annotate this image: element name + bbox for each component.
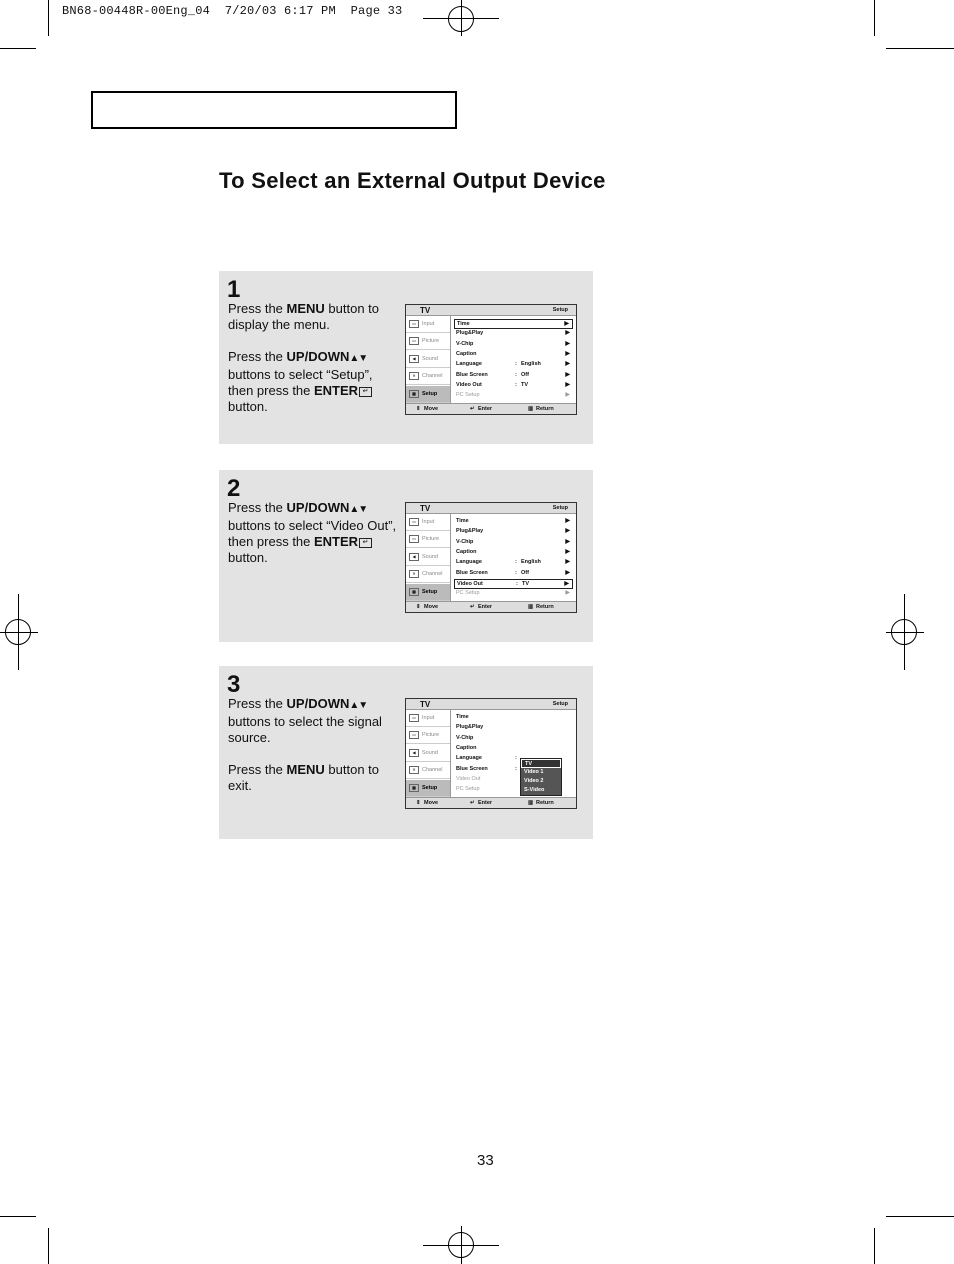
- menu-row-label: Blue Screen: [456, 765, 488, 772]
- menu-setup-label: Setup: [552, 505, 568, 511]
- instruction-paragraph: [228, 762, 400, 794]
- sidebar-item-label: Channel: [422, 373, 443, 380]
- crop-mark: [886, 1216, 954, 1217]
- channel-icon: ✕: [409, 372, 419, 380]
- menu-row: [454, 340, 573, 350]
- menu-footer: [406, 403, 576, 414]
- menu-sidebar: [406, 710, 451, 797]
- instruction-paragraph: [228, 301, 400, 333]
- instruction-text: buttons to select “Video Out”, then press the: [228, 518, 397, 549]
- tv-menu-screen: [405, 698, 577, 809]
- submenu-arrow-icon: ▶: [565, 538, 570, 545]
- menu-tv-label: TV: [420, 504, 431, 513]
- submenu-arrow-icon: ▶: [565, 392, 570, 399]
- picture-icon: ▭: [409, 731, 419, 739]
- menu-row: [454, 548, 573, 558]
- sidebar-item-channel: [406, 762, 450, 779]
- sidebar-item-channel: [406, 566, 450, 583]
- footer-return-label: Return: [536, 604, 554, 610]
- instruction-text: Press the: [228, 500, 287, 515]
- footer-return-label: Return: [536, 406, 554, 412]
- submenu-arrow-icon: ▶: [565, 340, 570, 347]
- channel-icon: ✕: [409, 766, 419, 774]
- page-number: 33: [477, 1152, 494, 1169]
- dropdown-option: Video 1: [524, 769, 544, 775]
- menu-row: [454, 527, 573, 537]
- menu-row-label: V-Chip: [456, 734, 474, 741]
- instruction-paragraph: [228, 500, 400, 566]
- submenu-arrow-icon: ▶: [565, 330, 570, 337]
- setup-icon: ▦: [409, 390, 419, 398]
- step-instructions: [228, 500, 400, 566]
- page-title: To Select an External Output Device: [219, 168, 606, 193]
- menu-row-colon: :: [515, 381, 517, 388]
- menu-row-colon: :: [515, 765, 517, 772]
- sidebar-item-setup: [406, 386, 450, 403]
- crop-mark: [0, 48, 36, 49]
- menu-tv-label: TV: [420, 306, 431, 315]
- submenu-arrow-icon: ▶: [565, 528, 570, 535]
- menu-row: [454, 558, 573, 568]
- submenu-arrow-icon: ▶: [565, 518, 570, 524]
- menu-row-label: Time: [457, 321, 470, 327]
- menu-row-colon: :: [515, 559, 517, 566]
- crop-mark: [0, 1216, 36, 1217]
- menu-row-value: Off: [521, 569, 529, 576]
- footer-return-label: Return: [536, 800, 554, 806]
- step-panel: [219, 666, 593, 839]
- instruction-paragraph: [228, 349, 400, 415]
- menu-row: [454, 371, 573, 381]
- crop-mark: [874, 0, 875, 36]
- tv-menu-screen: [405, 304, 577, 415]
- submenu-arrow-icon: ▶: [564, 321, 569, 327]
- button-name: UP/DOWN: [286, 696, 350, 711]
- menu-row: [454, 381, 573, 391]
- dropdown-option: TV: [521, 759, 561, 768]
- crop-mark: [48, 0, 49, 36]
- sidebar-item-input: [406, 514, 450, 531]
- menu-row: [454, 589, 573, 599]
- up-down-arrows-icon: ▲▼: [349, 504, 368, 515]
- submenu-arrow-icon: ▶: [564, 580, 569, 587]
- menu-row-value: Off: [521, 371, 529, 378]
- sidebar-item-label: Sound: [422, 553, 438, 560]
- move-icon: ⇕: [416, 406, 421, 412]
- submenu-arrow-icon: ▶: [565, 590, 570, 597]
- sidebar-item-sound: [406, 351, 450, 368]
- menu-row-colon: :: [515, 371, 517, 378]
- crop-mark: [874, 1228, 875, 1264]
- paragraph-gap: [228, 746, 400, 762]
- return-icon: ▥: [528, 604, 534, 610]
- print-slug: BN68-00448R-00Eng_04 7/20/03 6:17 PM Page 33: [62, 4, 403, 18]
- menu-row: [454, 517, 573, 527]
- return-icon: ▥: [528, 800, 534, 806]
- picture-icon: ▭: [409, 535, 419, 543]
- menu-row-label: Blue Screen: [456, 371, 488, 378]
- menu-row: [454, 734, 573, 744]
- submenu-arrow-icon: ▶: [565, 569, 570, 576]
- menu-row-label: Video Out: [456, 775, 481, 782]
- sidebar-item-picture: [406, 531, 450, 548]
- submenu-arrow-icon: ▶: [565, 559, 570, 566]
- sidebar-item-label: Channel: [422, 767, 443, 774]
- crop-mark: [886, 48, 954, 49]
- step-number: 3: [227, 671, 241, 698]
- section-header-box: [91, 91, 457, 129]
- instruction-text: button to exit.: [228, 762, 380, 793]
- menu-row-label: Time: [456, 518, 469, 524]
- sidebar-item-label: Setup: [422, 390, 438, 397]
- menu-row-label: Plug&Play: [456, 724, 484, 731]
- move-icon: ⇕: [416, 604, 421, 610]
- picture-icon: ▭: [409, 337, 419, 345]
- menu-row-value: English: [521, 361, 541, 368]
- paragraph-gap: [228, 333, 400, 349]
- menu-row-label: PC Setup: [456, 590, 480, 597]
- crop-mark: [48, 1228, 49, 1264]
- submenu-arrow-icon: ▶: [565, 350, 570, 357]
- sidebar-item-sound: [406, 745, 450, 762]
- instruction-text: button.: [228, 399, 268, 414]
- menu-row-label: Language: [456, 361, 482, 368]
- submenu-arrow-icon: ▶: [565, 381, 570, 388]
- menu-row-label: PC Setup: [456, 786, 480, 793]
- sound-icon: ◀: [409, 749, 419, 757]
- sidebar-item-picture: [406, 333, 450, 350]
- instruction-paragraph: [228, 696, 400, 746]
- up-down-arrows-icon: ▲▼: [349, 353, 368, 364]
- enter-icon: ↵: [359, 387, 372, 397]
- sidebar-item-label: Input: [422, 321, 435, 327]
- menu-row-label: Time: [456, 714, 469, 720]
- menu-row-colon: :: [516, 580, 518, 587]
- sidebar-item-setup: [406, 584, 450, 601]
- registration-mark: [448, 1232, 474, 1258]
- button-name: ENTER: [314, 383, 359, 398]
- sidebar-item-input: [406, 710, 450, 727]
- menu-row-value: TV: [522, 580, 530, 587]
- footer-enter-label: Enter: [478, 800, 493, 806]
- menu-row-colon: :: [515, 569, 517, 576]
- sidebar-item-label: Setup: [422, 588, 438, 595]
- menu-row: [454, 319, 573, 329]
- sidebar-item-sound: [406, 549, 450, 566]
- instruction-text: buttons to select the signal source.: [228, 714, 382, 745]
- menu-row-colon: :: [515, 361, 517, 368]
- footer-move-label: Move: [424, 800, 439, 806]
- move-icon: ⇕: [416, 800, 421, 806]
- menu-row: [454, 723, 573, 733]
- footer-enter-label: Enter: [478, 406, 493, 412]
- enter-icon: ↵: [359, 538, 372, 548]
- input-icon: ▭: [409, 320, 419, 328]
- sidebar-item-channel: [406, 368, 450, 385]
- menu-row-label: V-Chip: [456, 538, 474, 545]
- registration-mark: [448, 6, 474, 32]
- step-instructions: [228, 301, 400, 415]
- menu-row: [454, 579, 573, 589]
- sound-icon: ◀: [409, 553, 419, 561]
- menu-row-label: Blue Screen: [456, 569, 488, 576]
- sidebar-item-label: Input: [422, 715, 435, 721]
- sidebar-item-picture: [406, 727, 450, 744]
- footer-move-label: Move: [424, 406, 439, 412]
- menu-row-label: V-Chip: [456, 340, 474, 347]
- menu-row: [454, 391, 573, 401]
- instruction-text: Press the: [228, 696, 287, 711]
- enter-icon: ↵: [470, 604, 475, 610]
- tv-menu-screen: [405, 502, 577, 613]
- registration-mark: [5, 619, 31, 645]
- submenu-arrow-icon: ▶: [565, 371, 570, 378]
- menu-row-label: Plug&Play: [456, 528, 484, 535]
- up-down-arrows-icon: ▲▼: [349, 700, 368, 711]
- instruction-text: buttons to select “Setup”, then press the: [228, 367, 373, 398]
- button-name: ENTER: [314, 534, 359, 549]
- sidebar-item-label: Picture: [422, 338, 440, 345]
- step-panel: [219, 271, 593, 444]
- menu-row-colon: :: [515, 755, 517, 762]
- menu-row: [454, 360, 573, 370]
- menu-setup-label: Setup: [552, 307, 568, 313]
- menu-row-value: English: [521, 559, 541, 566]
- button-name: UP/DOWN: [286, 349, 350, 364]
- submenu-arrow-icon: ▶: [565, 548, 570, 555]
- menu-sidebar: [406, 514, 451, 601]
- step-panel: [219, 470, 593, 642]
- instruction-text: Press the: [228, 349, 287, 364]
- input-icon: ▭: [409, 714, 419, 722]
- menu-row-label: Language: [456, 559, 482, 566]
- enter-icon: ↵: [470, 406, 475, 412]
- output-source-dropdown: [520, 758, 562, 796]
- menu-footer: [406, 601, 576, 612]
- step-number: 2: [227, 475, 241, 502]
- sidebar-item-label: Setup: [422, 784, 438, 791]
- menu-setup-label: Setup: [552, 701, 568, 707]
- button-name: UP/DOWN: [286, 500, 350, 515]
- channel-icon: ✕: [409, 570, 419, 578]
- enter-icon: ↵: [470, 800, 475, 806]
- sidebar-item-label: Sound: [422, 355, 438, 362]
- sidebar-item-label: Picture: [422, 536, 440, 543]
- dropdown-option: Video 2: [524, 778, 544, 784]
- menu-header: [406, 503, 576, 514]
- registration-mark: [891, 619, 917, 645]
- setup-icon: ▦: [409, 784, 419, 792]
- setup-icon: ▦: [409, 588, 419, 596]
- menu-row: [454, 329, 573, 339]
- menu-header: [406, 699, 576, 710]
- menu-row: [454, 744, 573, 754]
- sidebar-item-label: Picture: [422, 732, 440, 739]
- menu-row-label: Plug&Play: [456, 330, 484, 337]
- menu-row: [454, 350, 573, 360]
- menu-row-label: Caption: [456, 350, 477, 357]
- footer-enter-label: Enter: [478, 604, 493, 610]
- menu-footer: [406, 797, 576, 808]
- menu-row-label: Video Out: [457, 580, 483, 587]
- menu-row-label: Caption: [456, 744, 477, 751]
- menu-tv-label: TV: [420, 700, 431, 709]
- input-icon: ▭: [409, 518, 419, 526]
- dropdown-option: S-Video: [524, 787, 545, 793]
- instruction-text: button to display the menu.: [228, 301, 380, 332]
- submenu-arrow-icon: ▶: [565, 361, 570, 368]
- footer-move-label: Move: [424, 604, 439, 610]
- menu-row-label: Language: [456, 755, 482, 762]
- menu-row-value: TV: [521, 381, 529, 388]
- menu-row-label: Video Out: [456, 381, 482, 388]
- sidebar-item-input: [406, 316, 450, 333]
- instruction-text: button.: [228, 550, 268, 565]
- menu-row: [454, 713, 573, 723]
- step-instructions: [228, 696, 400, 794]
- instruction-text: Press the: [228, 762, 287, 777]
- sidebar-item-label: Sound: [422, 749, 438, 756]
- sidebar-item-setup: [406, 780, 450, 797]
- button-name: MENU: [286, 301, 325, 316]
- button-name: MENU: [286, 762, 325, 777]
- sound-icon: ◀: [409, 355, 419, 363]
- step-number: 1: [227, 276, 241, 303]
- menu-header: [406, 305, 576, 316]
- menu-row-label: Caption: [456, 548, 477, 555]
- sidebar-item-label: Input: [422, 519, 435, 525]
- menu-row-label: PC Setup: [456, 392, 480, 399]
- return-icon: ▥: [528, 406, 534, 412]
- instruction-text: Press the: [228, 301, 287, 316]
- sidebar-item-label: Channel: [422, 571, 443, 578]
- menu-sidebar: [406, 316, 451, 403]
- menu-row: [454, 569, 573, 579]
- menu-row: [454, 538, 573, 548]
